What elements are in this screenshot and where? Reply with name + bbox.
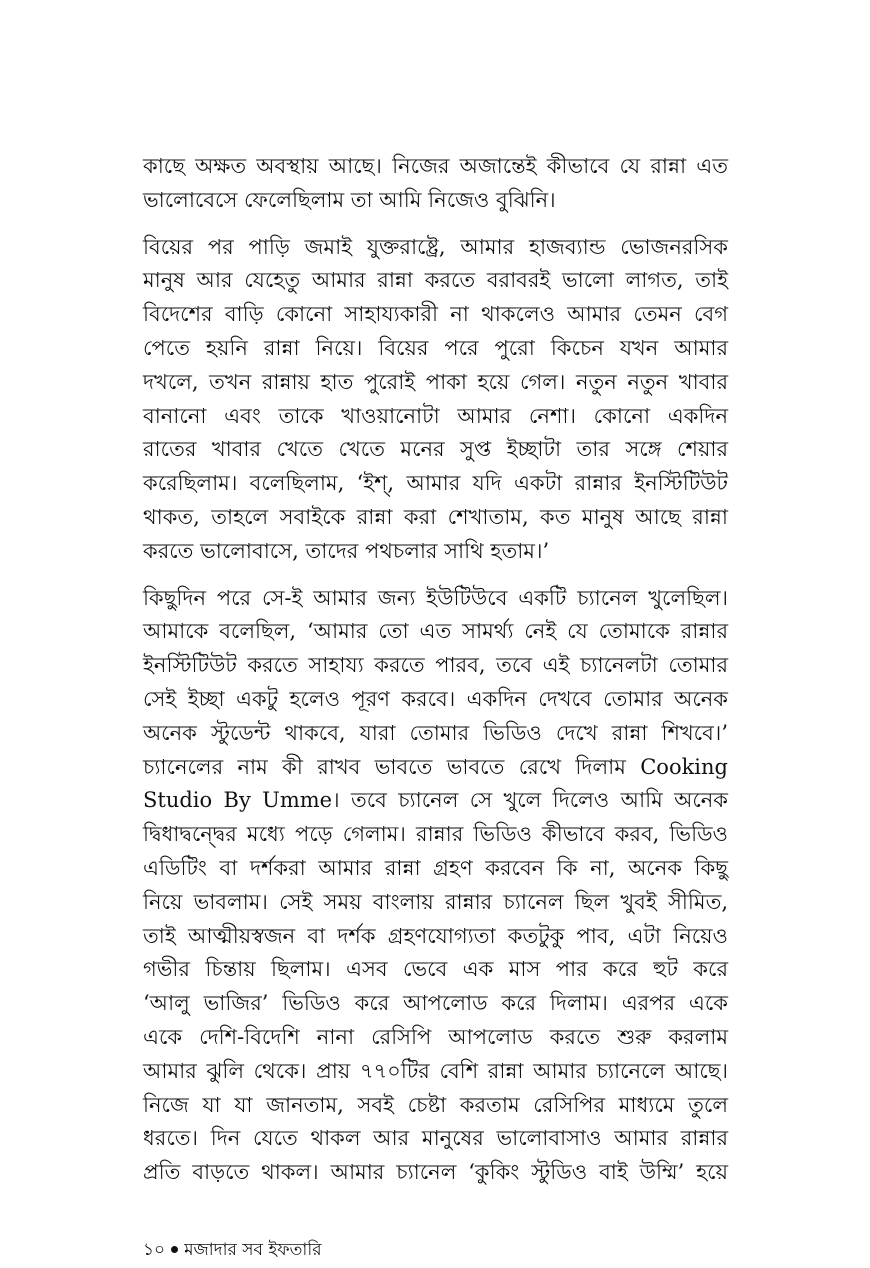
text-line: বানানো এবং তাকে খাওয়ানোটা আমার নেশা। কোনো একদিন [143,403,728,428]
body-text [143,150,728,1203]
text-line: প্রতি বাড়তে থাকল। আমার চ্যানেল ‘কুকিং স্টুডিও বাই উম্মি’ হয়ে [143,1160,728,1185]
text-line: দখলে, তখন রান্নায় হাত পুরোই পাকা হয়ে গেল। নতুন নতুন খাবার [143,369,728,394]
text-line: সেই ইচ্ছা একটু হলেও পূরণ করবে। একদিন দেখবে তোমার অনেক [143,686,728,711]
text-line: দ্বিধাদ্বন্দ্বের মধ্যে পড়ে গেলাম। রান্নার ভিডিও কীভাবে করব, ভিডিও [143,822,728,847]
text-line: ‘আলু ভাজির’ ভিডিও করে আপলোড করে দিলাম। এরপর একে [143,991,728,1016]
text-line: মানুষ আর যেহেতু আমার রান্না করতে বরাবরই ভালো লাগত, তাই [143,268,728,293]
text-line: নিয়ে ভাবলাম। সেই সময় বাংলায় রান্নার চ্যানেল ছিল খুবই সীমিত, [143,889,728,914]
text-line: বিয়ের পর পাড়ি জমাই যুক্তরাষ্ট্রে, আমার হাজব্যান্ড ভোজনরসিক [143,234,728,259]
text-line: একে দেশি-বিদেশি নানা রেসিপি আপলোড করতে শুরু করলাম [143,1024,728,1049]
text-line: ভালোবেসে ফেলেছিলাম তা আমি নিজেও বুঝিনি। [143,187,556,212]
text-line: আমার ঝুলি থেকে। প্রায় ৭৭০টির বেশি রান্না আমার চ্যানেলে আছে। [143,1058,728,1083]
text-line: অনেক স্টুডেন্ট থাকবে, যারা তোমার ভিডিও দেখে রান্না শিখবে।’ [143,720,728,745]
text-line: করেছিলাম। বলেছিলাম, ‘ইশ্, আমার যদি একটা রান্নার ইনস্টিটিউট [143,471,728,496]
paragraph [143,150,728,218]
bullet-separator-icon [171,1246,178,1253]
text-line: কিছুদিন পরে সে-ই আমার জন্য ইউটিউবে একটি চ্যানেল খুলেছিল। [143,585,728,610]
text-line: পেতে হয়নি রান্না নিয়ে। বিয়ের পরে পুরো কিচেন যখন আমার [143,335,728,360]
text-line: এডিটিং বা দর্শকরা আমার রান্না গ্রহণ করবেন কি না, অনেক কিছু [143,855,728,880]
text-line: আমাকে বলেছিল, ‘আমার তো এত সামর্থ্য নেই যে তোমাকে রান্নার [143,619,728,644]
page-number: ১০ [143,1240,166,1260]
page-footer [143,1238,322,1262]
text-line: ধরতে। দিন যেতে থাকল আর মানুষের ভালোবাসাও আমার রান্নার [143,1126,728,1151]
text-line: রাতের খাবার খেতে খেতে মনের সুপ্ত ইচ্ছাটা তার সঙ্গে শেয়ার [143,437,728,462]
text-line: চ্যানেলের নাম কী রাখব ভাবতে ভাবতে রেখে দিলাম Cooking [143,754,728,779]
paragraph [143,231,728,569]
text-line: ইনস্টিটিউট করতে সাহায্য করতে পারব, তবে এই চ্যানেলটা তোমার [143,653,728,678]
text-line: থাকত, তাহলে সবাইকে রান্না করা শেখাতাম, কত মানুষ আছে রান্না [143,504,728,529]
text-line: বিদেশের বাড়ি কোনো সাহায্যকারী না থাকলেও আমার তেমন বেগ [143,302,728,327]
book-title: মজাদার সব ইফতারি [184,1240,322,1260]
text-line: গভীর চিন্তায় ছিলাম। এসব ভেবে এক মাস পার করে হুট করে [143,957,728,982]
text-line: তাই আত্মীয়স্বজন বা দর্শক গ্রহণযোগ্যতা কতটুকু পাব, এটা নিয়েও [143,923,728,948]
paragraph [143,582,728,1190]
text-line: কাছে অক্ষত অবস্থায় আছে। নিজের অজান্তেই কীভাবে যে রান্না এত [143,154,728,178]
text-line: নিজে যা যা জানতাম, সবই চেষ্টা করতাম রেসিপির মাধ্যমে তুলে [143,1092,728,1117]
text-line: Studio By Umme। তবে চ্যানেল সে খুলে দিলেও আমি অনেক [143,788,728,813]
text-line: করতে ভালোবাসে, তাদের পথচলার সাথি হতাম।’ [143,538,550,563]
